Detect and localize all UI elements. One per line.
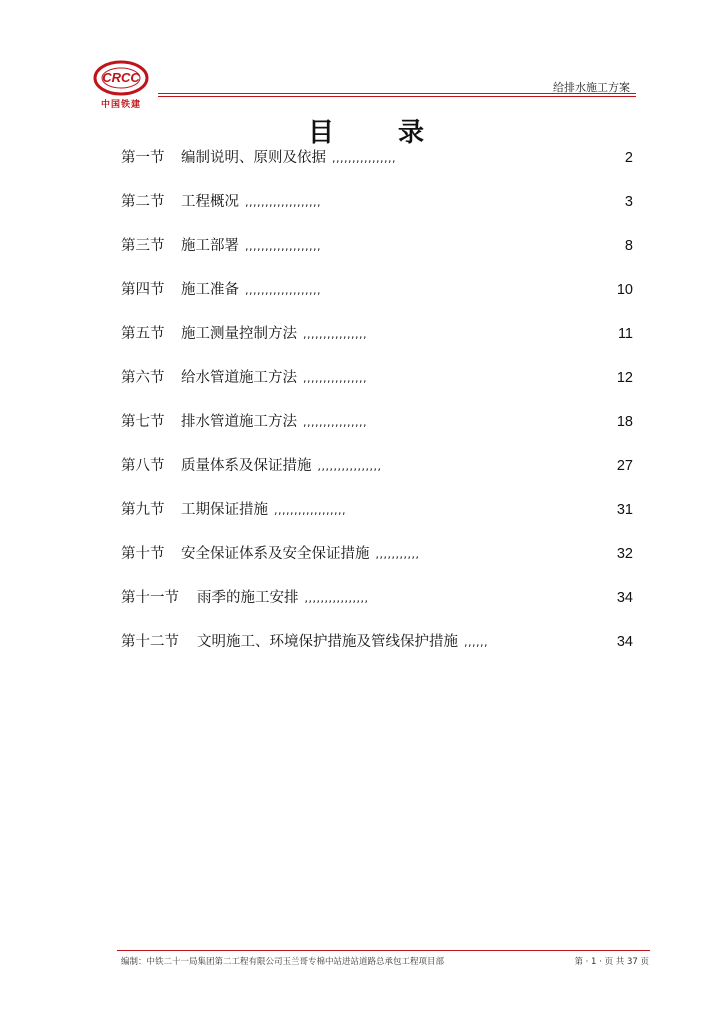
toc-entry[interactable] xyxy=(121,412,633,456)
toc-entry[interactable] xyxy=(121,544,633,588)
toc-entry-page: 2 xyxy=(624,150,633,166)
crcc-logo xyxy=(92,58,150,110)
footer-page-number: 第 · 1 · 页 共 37 页 xyxy=(574,957,649,967)
toc-title: 目录 xyxy=(308,118,489,148)
toc-entry-leader: ,,,,,,,,,,,,,,,,,, xyxy=(274,504,346,517)
toc-entry-page: 11 xyxy=(617,326,633,342)
toc-entry-title: 给水管道施工方法 xyxy=(181,370,297,386)
toc-entry-page: 18 xyxy=(616,414,633,430)
toc-entry-leader: ,,,,,,,,,,,,,,,,,,, xyxy=(245,284,321,297)
toc-entry-leader: ,,,,,,,,,,,,,,,, xyxy=(303,372,367,385)
toc-entry-page: 3 xyxy=(624,194,633,210)
toc-entry-title: 安全保证体系及安全保证措施 xyxy=(181,546,370,562)
toc-entry-number: 第五节 xyxy=(121,326,165,342)
toc-entry-page: 10 xyxy=(616,282,633,298)
toc-entry-leader: ,,,,,,,,,,,,,,,, xyxy=(304,592,369,605)
toc-entry-number: 第四节 xyxy=(121,282,165,298)
header-divider xyxy=(158,93,636,94)
toc-entry[interactable] xyxy=(121,324,633,368)
toc-entry-number: 第八节 xyxy=(121,458,165,474)
logo-mark-text: CRCC xyxy=(102,70,140,85)
toc-entry-title: 排水管道施工方法 xyxy=(181,414,297,430)
toc-entry-leader: ,,,,,,,,,,,,,,,, xyxy=(303,416,367,429)
toc-entry-page: 31 xyxy=(616,502,633,518)
toc-entry-title: 文明施工、环境保护措施及管线保护措施 xyxy=(197,634,458,650)
toc-entry-title: 编制说明、原则及依据 xyxy=(181,150,326,166)
toc-entry-number: 第九节 xyxy=(121,502,165,518)
toc-entry[interactable] xyxy=(121,632,633,676)
toc-entry-number: 第七节 xyxy=(121,414,165,430)
toc-entry-leader: ,,,,,,,,,,,,,,,, xyxy=(317,460,382,473)
toc-entry[interactable] xyxy=(121,500,633,544)
toc-entry-number: 第六节 xyxy=(121,370,165,386)
toc-entry-leader: ,,,,,,,,,,,,,,,, xyxy=(332,152,396,165)
toc-entry[interactable] xyxy=(121,236,633,280)
toc-entry-title: 雨季的施工安排 xyxy=(197,590,299,606)
toc-entry-number: 第十节 xyxy=(121,546,165,562)
toc-entry-leader: ,,,,,,,,,,,,,,,,,,, xyxy=(245,240,321,253)
logo-caption: 中国铁建 xyxy=(100,100,141,110)
toc-entry-number: 第三节 xyxy=(121,238,165,254)
toc-entry-leader: ,,,,,,,,,,,,,,,,,,, xyxy=(245,196,321,209)
toc-entry[interactable] xyxy=(121,368,633,412)
toc-entry-page: 12 xyxy=(616,370,633,386)
toc-entry-number: 第一节 xyxy=(121,150,165,166)
header-divider-secondary xyxy=(158,96,636,97)
footer-divider xyxy=(117,950,650,951)
toc-entry[interactable] xyxy=(121,588,633,632)
toc-entry-page: 34 xyxy=(616,634,633,650)
toc-entry-title: 工期保证措施 xyxy=(181,502,268,518)
toc-entry-page: 34 xyxy=(616,590,633,606)
toc-entry-number: 第二节 xyxy=(121,194,165,210)
toc-entry-title: 施工部署 xyxy=(181,238,239,254)
toc-entry-number: 第十一节 xyxy=(121,590,179,606)
toc-entry[interactable] xyxy=(121,456,633,500)
toc-entry[interactable] xyxy=(121,148,633,192)
toc-entry-page: 8 xyxy=(624,238,633,254)
toc-entry-leader: ,,,,,,,,,,,,,,,, xyxy=(303,328,367,341)
toc-entry-title: 质量体系及保证措施 xyxy=(181,458,312,474)
toc-entry-title: 施工准备 xyxy=(181,282,239,298)
toc-entry-number: 第十二节 xyxy=(121,634,179,650)
toc-entry[interactable] xyxy=(121,192,633,236)
crcc-logo-icon xyxy=(92,58,150,98)
toc-entry-leader: ,,,,,, xyxy=(464,636,488,649)
toc-entry-page: 32 xyxy=(616,546,633,562)
footer-organization: 编制：中铁二十一局集团第二工程有限公司玉兰哥专棉中站进站道路总承包工程项目部 xyxy=(121,957,445,967)
toc-entry[interactable] xyxy=(121,280,633,324)
toc-entry-page: 27 xyxy=(616,458,633,474)
toc-entry-leader: ,,,,,,,,,,, xyxy=(375,548,420,561)
toc-entry-title: 施工测量控制方法 xyxy=(181,326,297,342)
header-doc-title: 给排水施工方案 xyxy=(553,81,630,94)
toc-list xyxy=(121,148,633,676)
toc-entry-title: 工程概况 xyxy=(181,194,239,210)
